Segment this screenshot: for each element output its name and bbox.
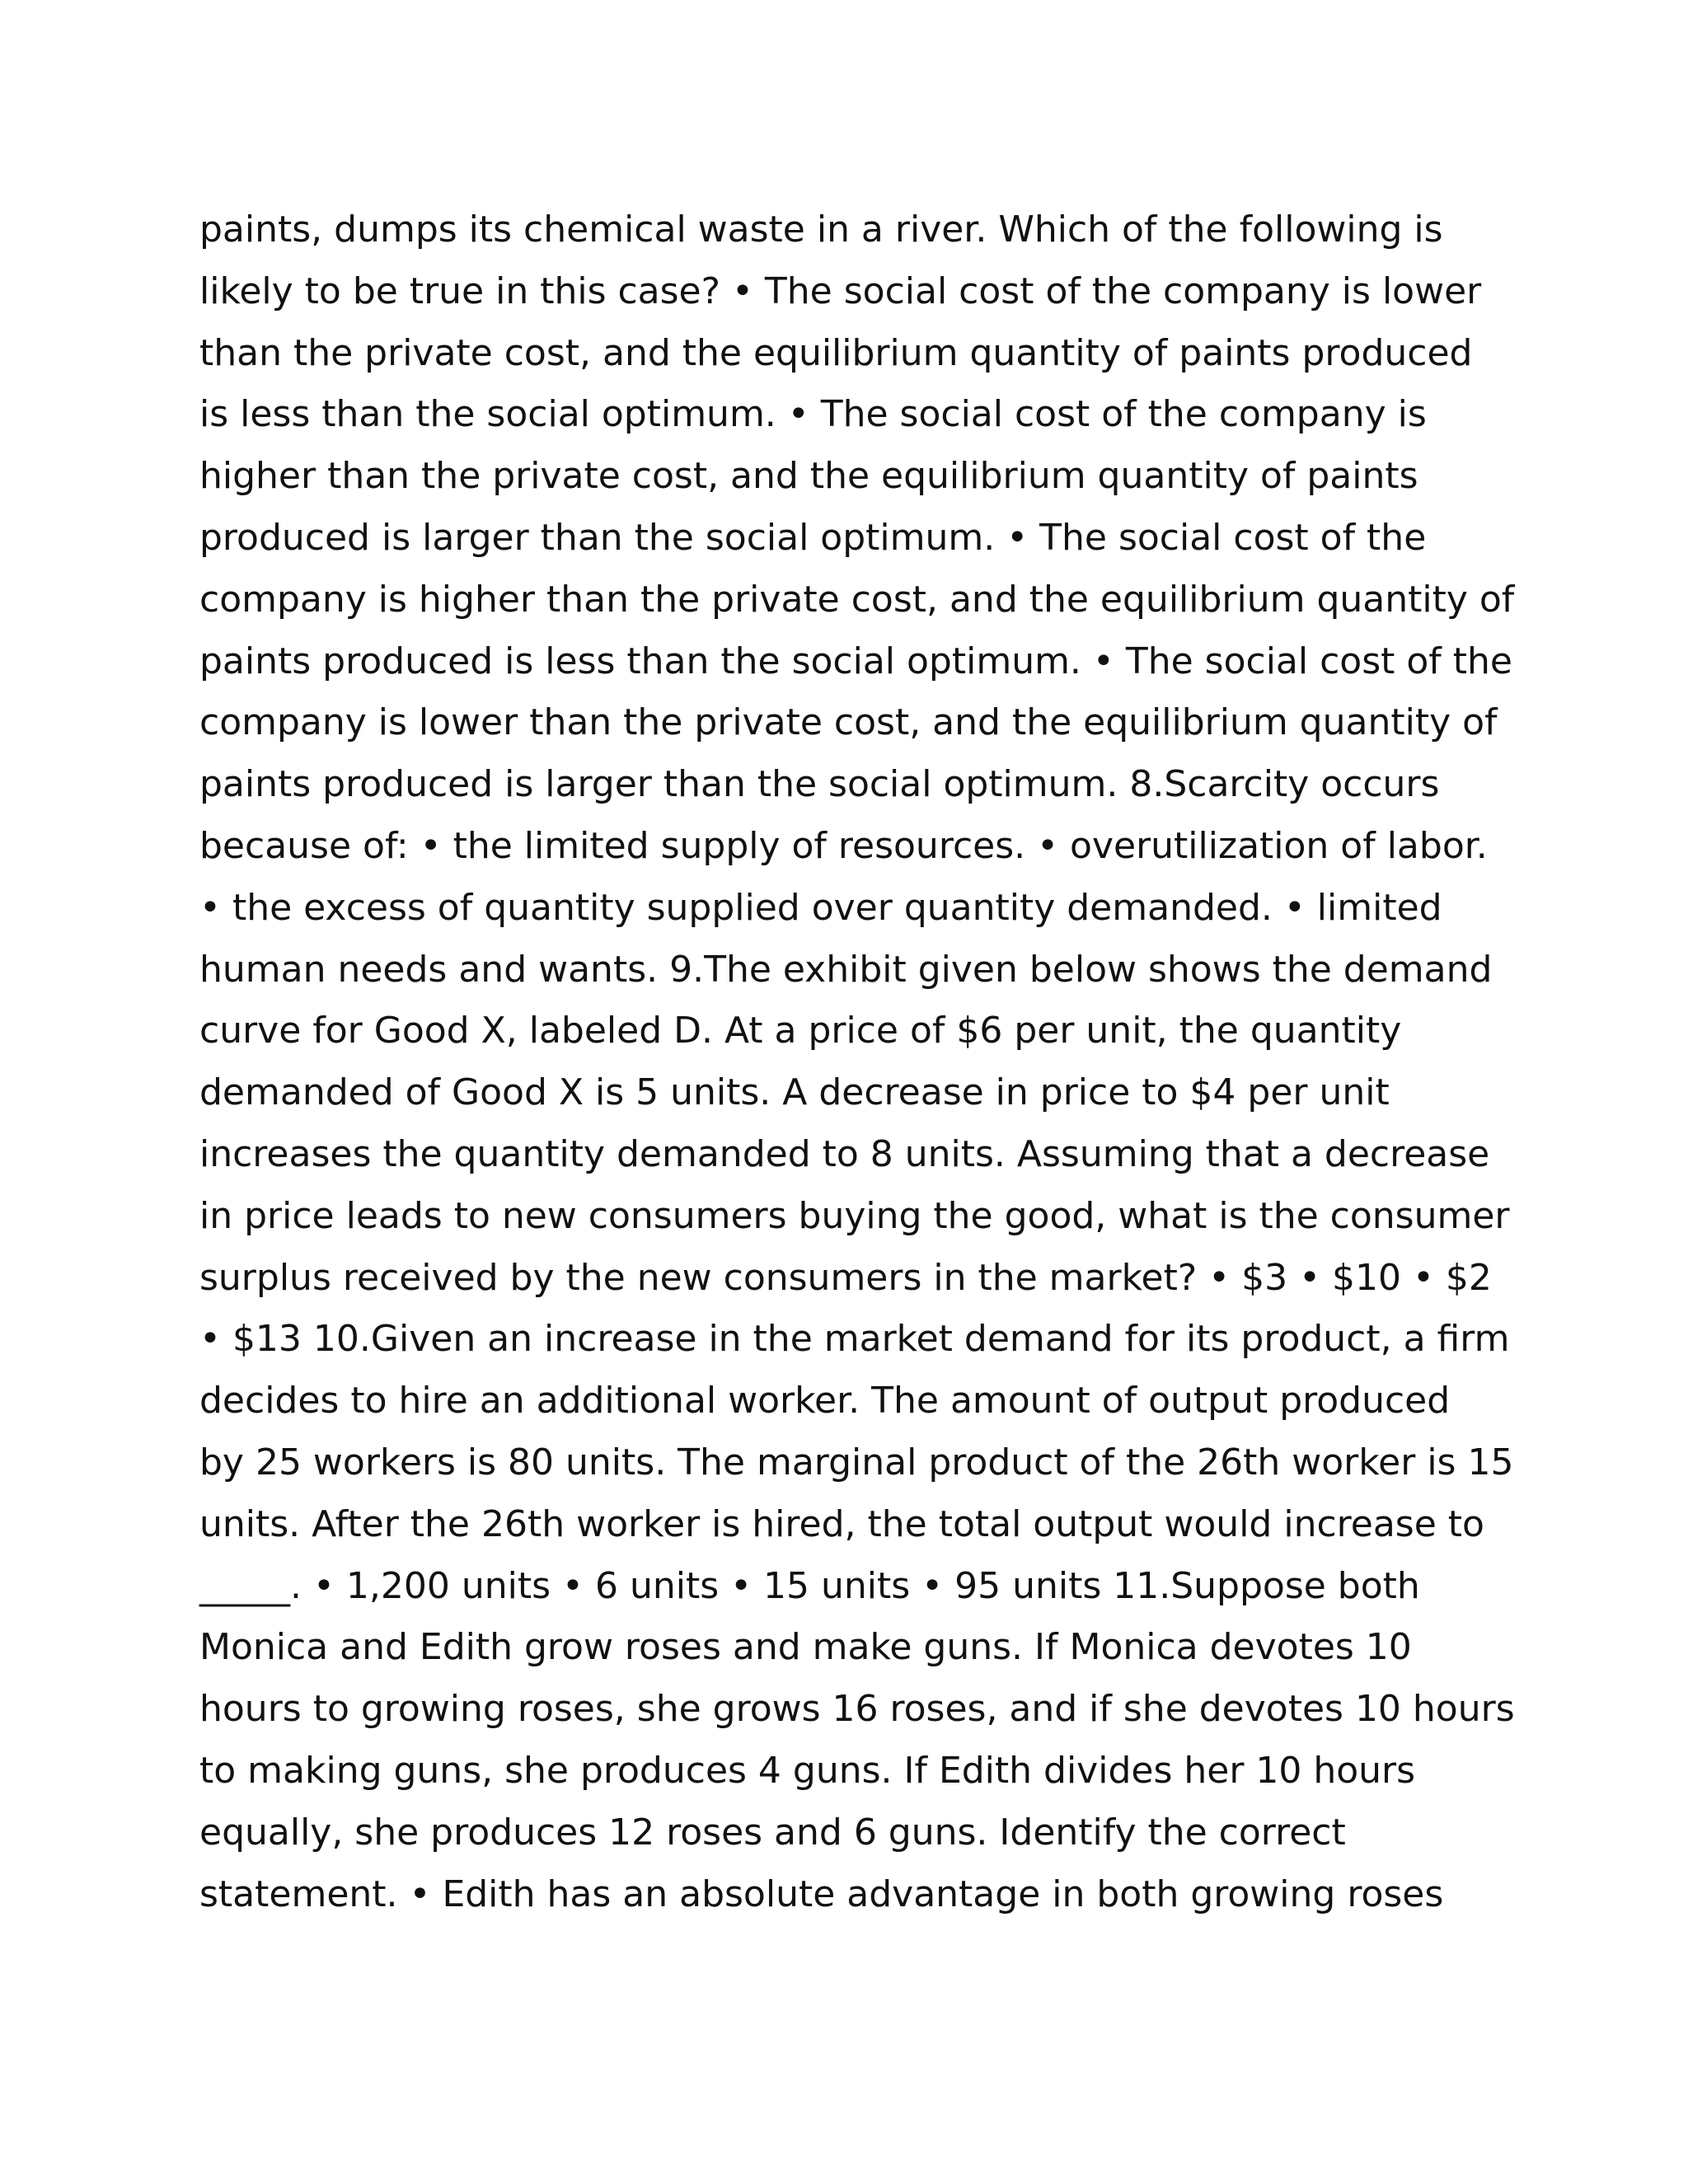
text-line: equally, she produces 12 roses and 6 guns. Identify the correct [199, 1811, 1346, 1854]
text-line: paints, dumps its chemical waste in a river. Which of the following is [199, 209, 1443, 251]
text-line: units. After the 26th worker is hired, the total output would increase to [199, 1502, 1484, 1545]
text-line: Monica and Edith grow roses and make guns. If Monica devotes 10 [199, 1626, 1412, 1669]
text-line: _____. • 1,200 units • 6 units • 15 units • 95 units 11.Suppose both [199, 1564, 1420, 1607]
text-line: because of: • the limited supply of resources. • overutilization of labor. [199, 824, 1488, 867]
text-line: by 25 workers is 80 units. The marginal product of the 26th worker is 15 [199, 1441, 1514, 1483]
text-line: increases the quantity demanded to 8 units. Assuming that a decrease [199, 1132, 1490, 1175]
text-line: hours to growing roses, she grows 16 roses, and if she devotes 10 hours [199, 1688, 1515, 1731]
text-line: than the private cost, and the equilibrium quantity of paints produced [199, 331, 1473, 374]
text-line: statement. • Edith has an absolute advantage in both growing roses [199, 1872, 1444, 1915]
text-line: decides to hire an additional worker. The amount of output produced [199, 1380, 1451, 1422]
text-line: higher than the private cost, and the equilibrium quantity of paints [199, 455, 1418, 498]
text-line: to making guns, she produces 4 guns. If Edith divides her 10 hours [199, 1749, 1416, 1792]
text-line: company is higher than the private cost, and the equilibrium quantity of [199, 578, 1515, 621]
text-line: in price leads to new consumers buying the good, what is the consumer [199, 1194, 1510, 1237]
text-line: paints produced is less than the social optimum. • The social cost of the [199, 640, 1512, 682]
text-line: company is lower than the private cost, and the equilibrium quantity of [199, 701, 1498, 744]
text-line: human needs and wants. 9.The exhibit given below shows the demand [199, 948, 1493, 991]
text-line: curve for Good X, labeled D. At a price of $6 per unit, the quantity [199, 1010, 1402, 1052]
body-text [199, 199, 1535, 1925]
text-line: demanded of Good X is 5 units. A decrease in price to $4 per unit [199, 1071, 1390, 1114]
text-line: likely to be true in this case? • The social cost of the company is lower [199, 269, 1482, 312]
text-line: produced is larger than the social optimum. • The social cost of the [199, 516, 1427, 559]
text-line: surplus received by the new consumers in the market? • $3 • $10 • $2 [199, 1256, 1492, 1299]
text-line: is less than the social optimum. • The social cost of the company is [199, 393, 1427, 436]
text-line: paints produced is larger than the social optimum. 8.Scarcity occurs [199, 763, 1440, 806]
text-line: • the excess of quantity supplied over quantity demanded. • limited [199, 886, 1442, 929]
text-line: • $13 10.Given an increase in the market demand for its product, a firm [199, 1318, 1510, 1361]
